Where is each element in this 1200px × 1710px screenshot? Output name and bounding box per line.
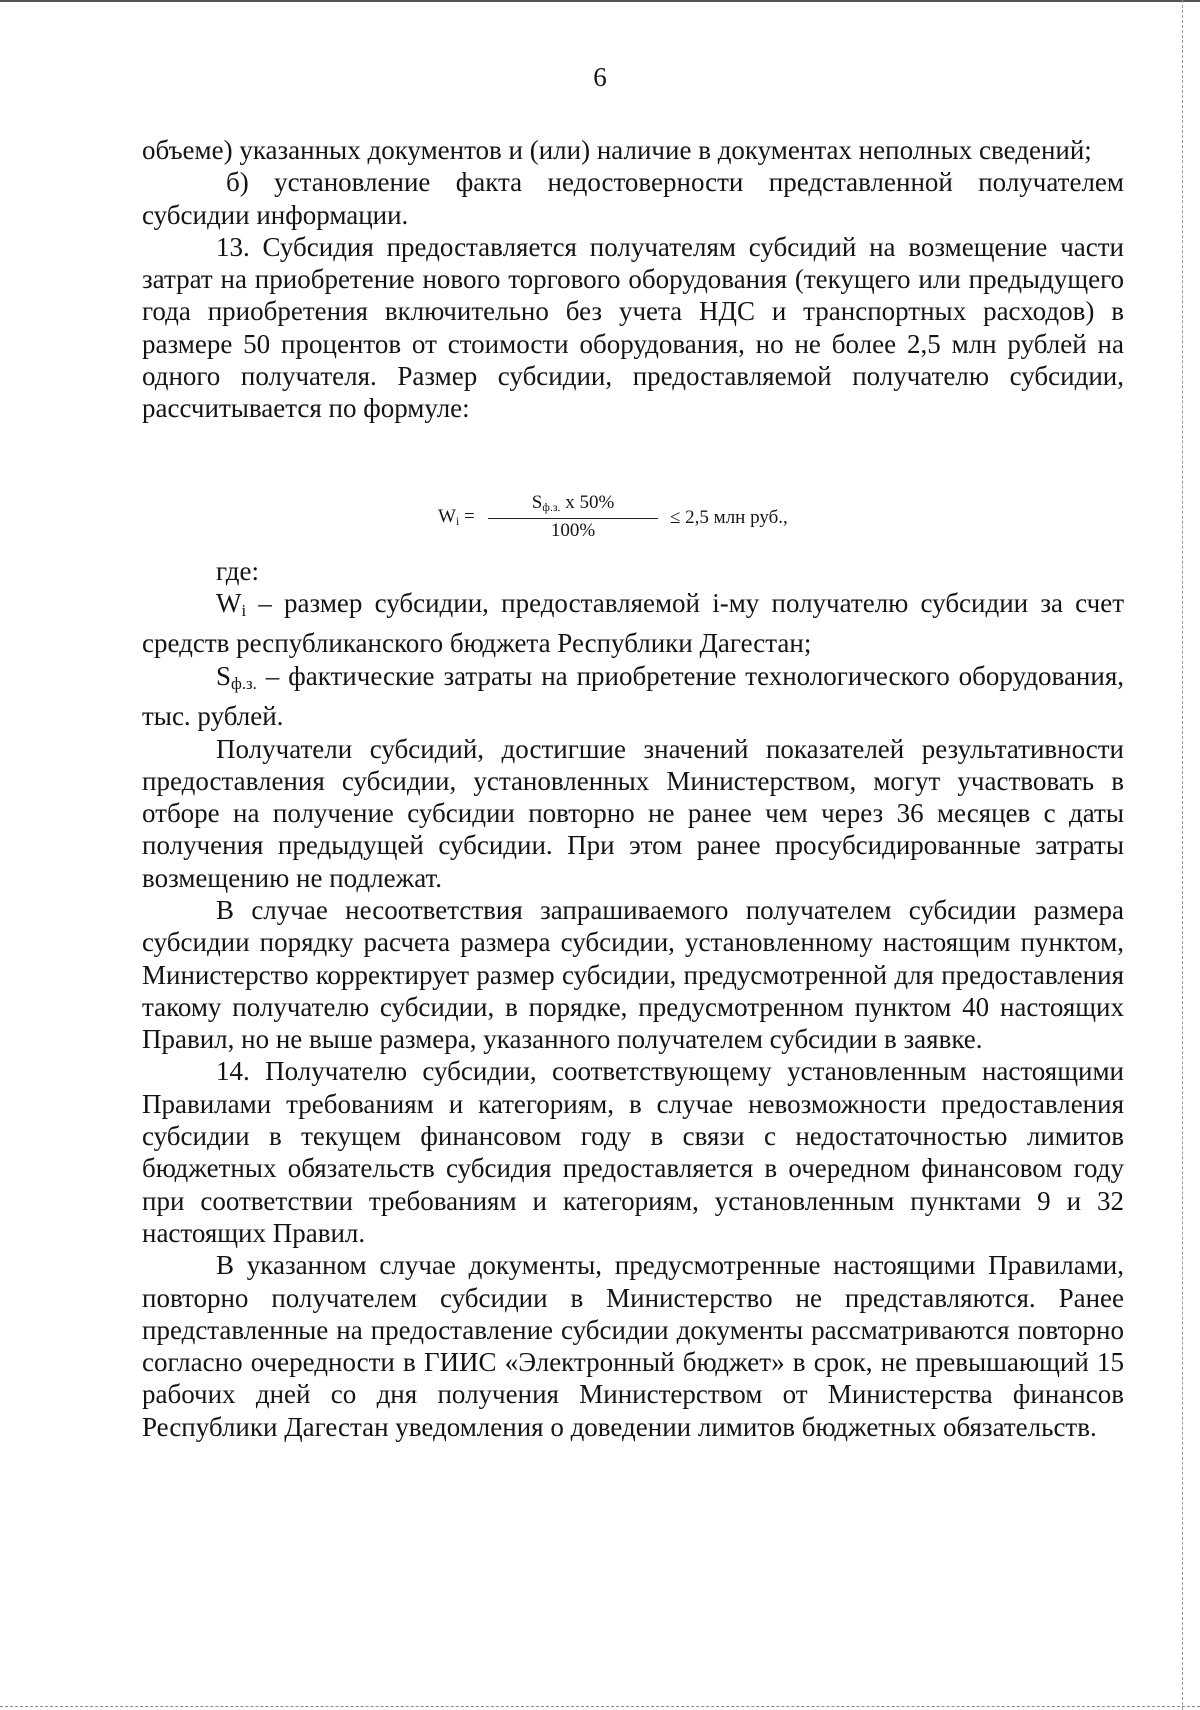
w-subscript: i	[241, 601, 247, 621]
s-subscript: ф.з.	[231, 673, 257, 693]
formula-denominator: 100%	[550, 520, 596, 541]
paragraph-clause-14: 14. Получателю субсидии, соответствующему установленным настоящими Правилами требованиям и категориям, в случае невозможности предоставления субсидии в текущем финансовом году в связи с недостаточностью лимитов бюджетных обязательств субсидия предоставляется в очередном финансовом году при соответствии требованиям и категориям, установленным пунктами 9 и 32 настоящих Правил.	[142, 1056, 1124, 1248]
w-symbol: W	[216, 587, 242, 618]
page-number: 6	[593, 62, 607, 92]
where-label: где:	[216, 555, 259, 586]
formula-rhs: ≤ 2,5 млн руб.,	[670, 507, 788, 528]
formula-numerator-rest: х 50%	[560, 492, 615, 513]
fraction-bar	[488, 518, 658, 519]
formula-w-subscript: i	[455, 514, 460, 528]
formula-numerator	[488, 492, 658, 515]
formula-s-symbol: S	[531, 492, 543, 513]
paragraph-recipients: Получатели субсидий, достигшие значений показателей результативности предоставления субсидии, установленных Министерством, могут участвовать в отборе на получение субсидии повторно не ранее чем через 36 месяцев с даты получения предыдущей субсидии. При этом ранее просубсидированные затраты возмещению не подлежат.	[142, 733, 1124, 893]
formula-equals: =	[459, 506, 475, 527]
paragraph-clause-13: 13. Субсидия предоставляется получателям субсидий на возмещение части затрат на приобретение нового торгового оборудования (текущего или предыдущего года приобретения включительно без учета НДС и транспортных расходов) в размере 50 процентов от стоимости оборудования, но не более 2,5 млн рублей на одного получателя. Размер субсидии, предоставляемой получателю субсидии, рассчитывается по формуле:	[142, 231, 1124, 424]
page-right-edge	[1182, 0, 1183, 1710]
paragraph-item-b: б) установление факта недостоверности представленной получателем субсидии информации.	[142, 167, 1124, 230]
subsidy-formula	[438, 490, 858, 546]
formula-w-symbol: W	[438, 506, 456, 527]
s-definition-text: – фактические затраты на приобретение технологического оборудования, тыс. рублей.	[142, 660, 1124, 732]
paragraph-continuation: объеме) указанных документов и (или) наличие в документах неполных сведений;	[142, 135, 1092, 165]
formula-s-subscript: ф.з.	[542, 500, 561, 514]
definition-w	[142, 587, 1124, 660]
s-symbol: S	[216, 660, 232, 691]
document-body	[142, 134, 1124, 1443]
w-definition-text: – размер субсидии, предоставляемой i-му получателю субсидии за счет средств республиканского бюджета Республики Дагестан;	[142, 587, 1124, 659]
page-top-edge	[0, 0, 1200, 2]
paragraph-mismatch: В случае несоответствия запрашиваемого получателем субсидии размера субсидии порядку расчета размера субсидии, установленному настоящим пунктом, Министерство корректирует размер субсидии, предусмотренной для предоставления такому получателю субсидии, в порядке, предусмотренном пунктом 40 настоящих Правил, но не выше размера, указанного получателем субсидии в заявке.	[142, 894, 1124, 1055]
definition-s	[142, 660, 1124, 733]
formula-lhs	[438, 506, 475, 529]
paragraph-specified-case: В указанном случае документы, предусмотренные настоящими Правилами, повторно получателем субсидии в Министерство не представляются. Ранее представленные на предоставление субсидии документы рассматриваются повторно согласно очередности в ГИИС «Электронный бюджет» в срок, не превышающий 15 рабочих дней со дня получения Министерством от Министерства финансов Республики Дагестан уведомления о доведении лимитов бюджетных обязательств.	[142, 1250, 1124, 1442]
page-bottom-edge	[0, 1706, 1200, 1707]
